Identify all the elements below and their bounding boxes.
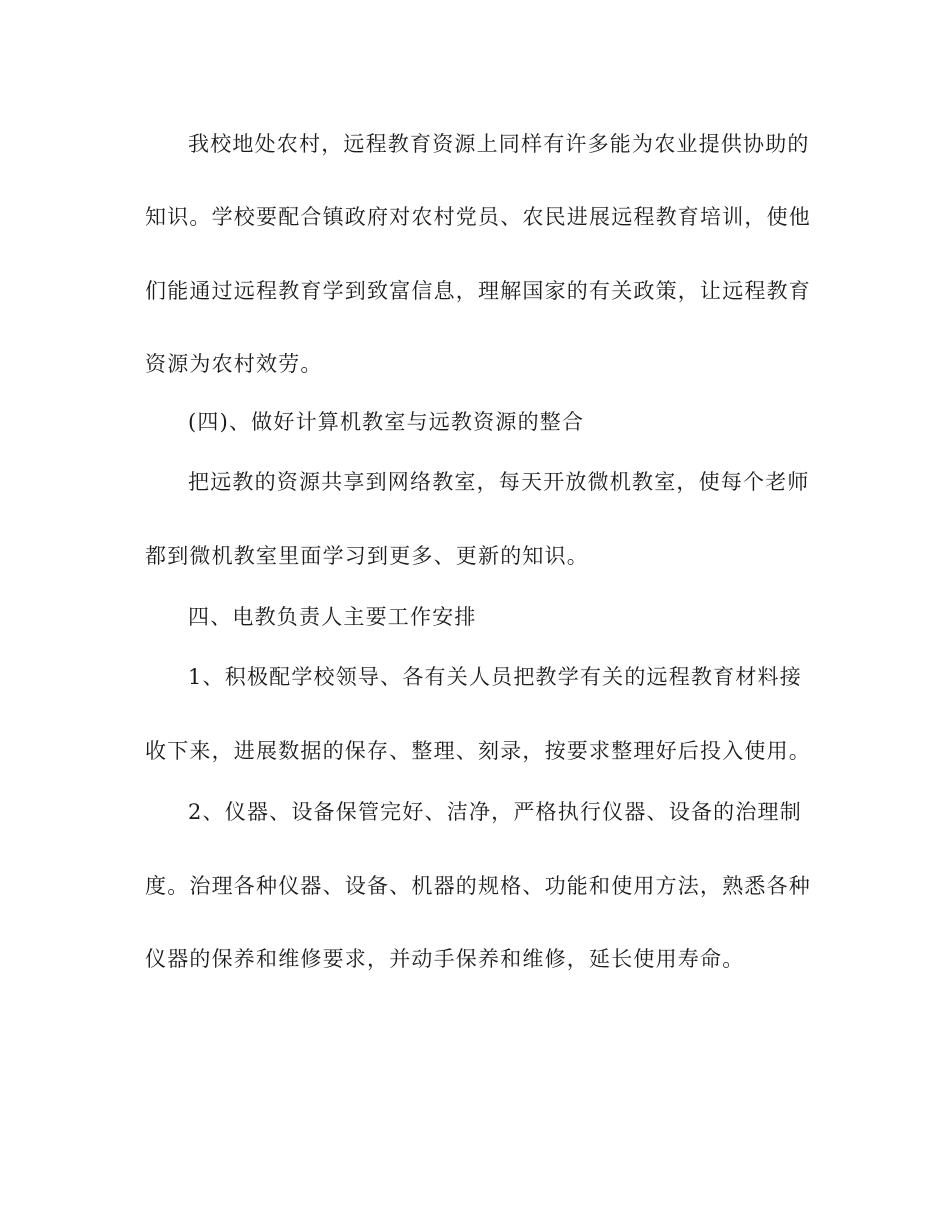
paragraph-line: 我校地处农村，远程教育资源上同样有许多能为农业提供协助的 [188,132,810,156]
list-item-line: 2、仪器、设备保管完好、洁净，严格执行仪器、设备的治理制 [188,800,802,824]
paragraph-line: 都到微机教室里面学习到更多、更新的知识。 [145,544,589,568]
list-item-line: 度。治理各种仪器、设备、机器的规格、功能和使用方法，熟悉各种 [145,874,811,898]
list-item-line: 仪器的保养和维修要求，并动手保养和维修，延长使用寿命。 [145,947,745,971]
list-item-line: 收下来，进展数据的保存、整理、刻录，按要求整理好后投入使用。 [145,739,811,763]
list-item-line: 1、积极配学校领导、各有关人员把教学有关的远程教育材料接 [188,665,802,689]
section-heading: (四)、做好计算机教室与远教资源的整合 [188,410,585,434]
paragraph-line: 们能通过远程教育学到致富信息，理解国家的有关政策，让远程教育 [145,279,811,303]
paragraph-line: 把远教的资源共享到网络教室，每天开放微机教室，使每个老师 [188,470,810,494]
paragraph-line: 知识。学校要配合镇政府对农村党员、农民进展远程教育培训，使他 [145,205,811,229]
section-heading: 四、电教负责人主要工作安排 [188,605,477,629]
paragraph-line: 资源为农村效劳。 [145,352,323,376]
